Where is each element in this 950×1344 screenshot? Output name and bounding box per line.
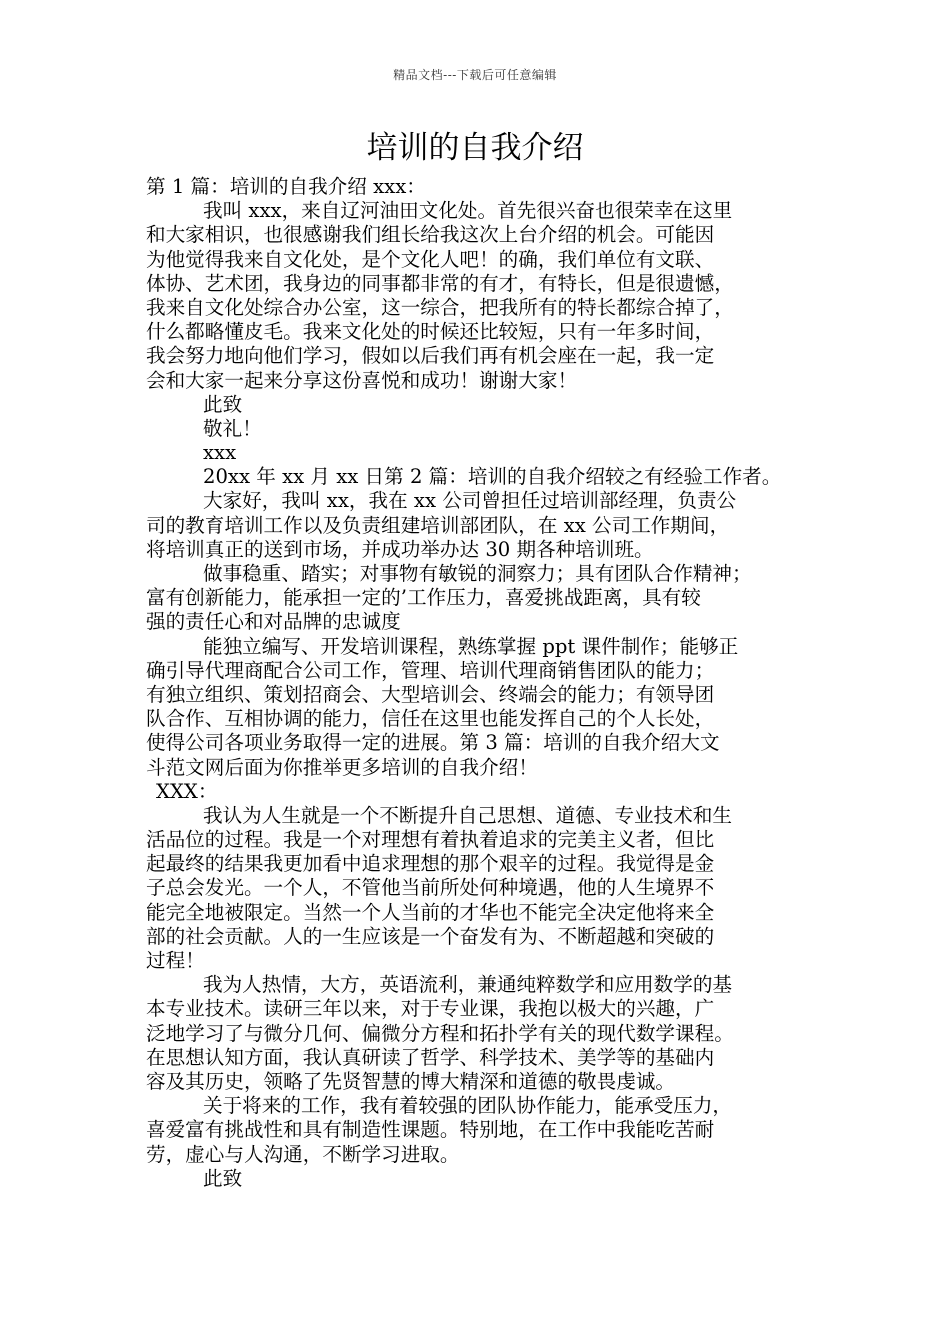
text-line: 我会努力地向他们学习，假如以后我们再有机会座在一起，我一定 — [146, 344, 715, 368]
text-line: 起最终的结果我更加看中追求理想的那个艰辛的过程。我觉得是金 — [146, 852, 715, 876]
text-line: 确引导代理商配合公司工作，管理、培训代理商销售团队的能力； — [146, 658, 715, 682]
text-line: 会和大家一起来分享这份喜悦和成功！谢谢大家！ — [146, 368, 578, 392]
header-note: 精品文档---下载后可任意编辑 — [393, 68, 557, 82]
text-line: 队合作、互相协调的能力，信任在这里也能发挥自己的个人长处， — [146, 707, 715, 731]
text-line: 为他觉得我来自文化处，是个文化人吧！的确，我们单位有文联、 — [146, 247, 715, 271]
text-line: 能独立编写、开发培训课程，熟练掌握 ppt 课件制作；能够正 — [203, 634, 739, 658]
text-line: 20xx 年 xx 月 xx 日第 2 篇：培训的自我介绍较之有经验工作者。 — [203, 465, 782, 489]
text-line: 富有创新能力，能承担一定的’工作压力，喜爱挑战距离，具有较 — [146, 586, 701, 610]
text-line: 过程！ — [146, 949, 205, 972]
text-line: 泛地学习了与微分几何、偏微分方程和拓扑学有关的现代数学课程。 — [146, 1021, 734, 1045]
text-line: 我叫 xxx，来自辽河油田文化处。首先很兴奋也很荣幸在这里 — [203, 199, 733, 223]
text-line: 我为人热情，大方，英语流利，兼通纯粹数学和应用数学的基 — [203, 973, 733, 997]
text-line: 司的教育培训工作以及负责组建培训部团队，在 xx 公司工作期间， — [146, 513, 730, 537]
text-line: 喜爱富有挑战性和具有制造性课题。特别地，在工作中我能吃苦耐 — [146, 1118, 715, 1142]
text-line: 使得公司各项业务取得一定的进展。第 3 篇：培训的自我介绍大文 — [146, 731, 720, 755]
text-line: 我认为人生就是一个不断提升自己思想、道德、专业技术和生 — [203, 803, 733, 827]
text-line: 关于将来的工作，我有着较强的团队协作能力，能承受压力， — [203, 1094, 733, 1118]
text-line: 此致 — [203, 392, 243, 416]
document-title: 培训的自我介绍 — [366, 130, 584, 166]
text-line: 容及其历史，领略了先贤智慧的博大精深和道德的敬畏虔诚。 — [146, 1069, 676, 1093]
text-line: 劳，虚心与人沟通，不断学习进取。 — [146, 1142, 460, 1166]
text-line: 活品位的过程。我是一个对理想有着执着追求的完美主义者，但比 — [146, 828, 715, 852]
text-line: 第 1 篇：培训的自我介绍 xxx： — [146, 175, 426, 198]
text-line: 大家好，我叫 xx，我在 xx 公司曾担任过培训部经理，负责公 — [203, 489, 737, 513]
text-line: 做事稳重、踏实；对事物有敏锐的洞察力；具有团队合作精神； — [203, 562, 752, 585]
text-line: 在思想认知方面，我认真研读了哲学、科学技术、美学等的基础内 — [146, 1045, 715, 1069]
text-line: 子总会发光。一个人，不管他当前所处何种境遇，他的人生境界不 — [146, 876, 715, 900]
text-line: 和大家相识，也很感谢我们组长给我这次上台介绍的机会。可能因 — [146, 223, 715, 247]
text-line: 部的社会贡献。人的一生应该是一个奋发有为、不断超越和突破的 — [146, 924, 715, 948]
text-line: 敬礼！ — [203, 416, 262, 440]
text-line: XXX： — [156, 779, 218, 803]
text-line: 将培训真正的送到市场，并成功举办达 30 期各种培训班。 — [146, 537, 654, 561]
text-line: xxx — [203, 441, 237, 465]
text-line: 此致 — [203, 1166, 243, 1190]
text-line: 斗范文网后面为你推举更多培训的自我介绍！ — [146, 755, 538, 779]
text-line: 有独立组织、策划招商会、大型培训会、终端会的能力；有领导团 — [146, 682, 715, 706]
document-body — [146, 175, 810, 1191]
text-line: 体协、艺术团，我身边的同事都非常的有才，有特长，但是很遗憾， — [146, 271, 734, 295]
text-line: 强的责任心和对品牌的忠诚度 — [146, 610, 401, 634]
text-line: 本专业技术。读研三年以来，对于专业课，我抱以极大的兴趣，广 — [146, 997, 715, 1021]
text-line: 能完全地被限定。当然一个人当前的才华也不能完全决定他将来全 — [146, 900, 715, 924]
text-line: 我来自文化处综合办公室，这一综合，把我所有的特长都综合掉了， — [146, 295, 734, 319]
text-line: 什么都略懂皮毛。我来文化处的时候还比较短，只有一年多时间， — [146, 320, 715, 344]
